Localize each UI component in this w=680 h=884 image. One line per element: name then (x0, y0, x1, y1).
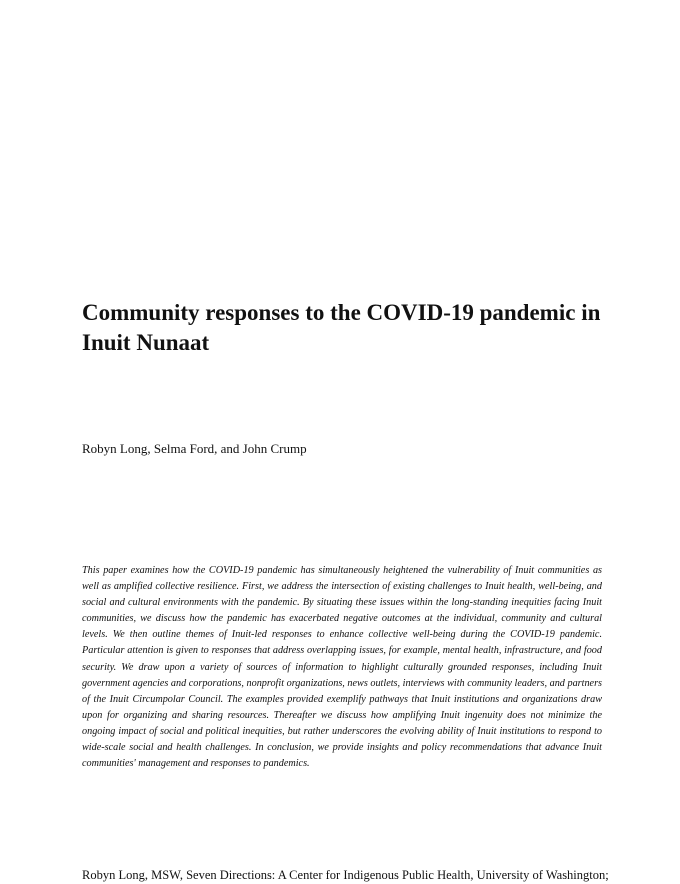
author-list: Robyn Long, Selma Ford, and John Crump (82, 441, 307, 456)
author-affiliation: Robyn Long, MSW, Seven Directions: A Center for Indigenous Public Health, University of Washington; (82, 868, 609, 882)
abstract-text: This paper examines how the COVID-19 pandemic has simultaneously heightened the vulnerability of Inuit communities as well as amplified collective resilience. First, we address the intersection of existing challenges to Inuit health, well-being, and social and cultural environments with the pandemic. By situating these issues within the long-standing inequities facing Inuit communities, we discuss how the pandemic has exacerbated negative outcomes at the individual, community and cultural levels. We then outline themes of Inuit-led responses to enhance collective well-being during the COVID-19 pandemic. Particular attention is given to responses that address overlapping issues, for example, mental health, infrastructure, and food security. We draw upon a variety of sources of information to highlight culturally grounded responses, including Inuit government agencies and corporations, nonprofit organizations, news outlets, interviews with community leaders, and partners of the Inuit Circumpolar Council. The examples provided exemplify pathways that Inuit institutions and organizations draw upon for organizing and sharing resources. Thereafter we discuss how amplifying Inuit ingenuity does not minimize the ongoing impact of social and political inequities, but rather underscores the evolving ability of Inuit institutions to respond to wide-scale social and health challenges. In conclusion, we provide insights and policy recommendations that advance Inuit communities' management and responses to pandemics. (82, 565, 602, 770)
paper-title: Community responses to the COVID-19 pandemic in Inuit Nunaat (82, 300, 601, 355)
